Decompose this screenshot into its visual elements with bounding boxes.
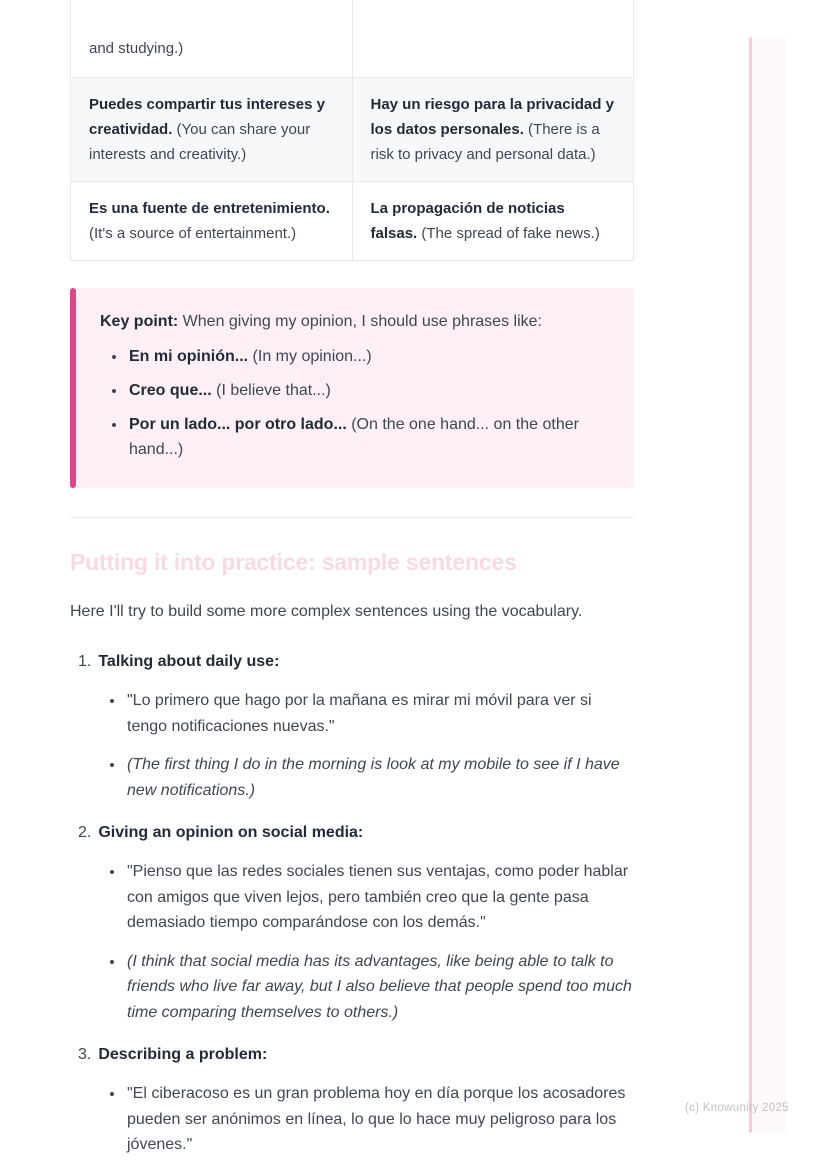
- sample-bullet-list: [78, 688, 634, 803]
- item-number: 2.: [78, 824, 92, 841]
- sample-sentences-list: [70, 649, 634, 1158]
- table-cell-right: [352, 0, 634, 78]
- sample-bullet-list: [78, 1081, 634, 1158]
- callout-lead-text: When giving my opinion, I should use phrases like:: [178, 313, 542, 330]
- sample-title: [78, 649, 634, 674]
- spanish-sentence: • "Pienso que las redes sociales tienen sus ventajas, como poder hablar con amigos que viven lejos, pero también creo que la gente pasa demasiado tiempo comparándose con los demás.": [125, 859, 634, 936]
- cell-text-bold: Es una fuente de entretenimiento.: [89, 200, 330, 217]
- section-divider: [70, 517, 634, 518]
- table-row: [71, 0, 634, 78]
- item-number: 1.: [78, 653, 92, 670]
- item-title-text: Talking about daily use:: [98, 653, 280, 670]
- watermark: (c) Knowunity 2025: [685, 1102, 789, 1114]
- callout-lead: [100, 309, 606, 334]
- document-content: [70, 0, 634, 1171]
- item-title-text: Describing a problem:: [98, 1046, 268, 1063]
- sample-title: [78, 820, 634, 845]
- phrase-translation: (In my opinion...): [248, 348, 372, 365]
- phrase-spanish: Por un lado... por otro lado...: [129, 416, 347, 433]
- pros-cons-table: [70, 0, 634, 261]
- cell-text-bold: La propagación de noticias falsas.: [370, 200, 565, 242]
- cell-text: and studying.): [89, 40, 184, 57]
- phrase-translation: (On the one hand... on the other hand...): [129, 416, 579, 458]
- cell-text-bold: Puedes compartir tus intereses y creatividad.: [89, 96, 325, 138]
- spanish-sentence: • "Lo primero que hago por la mañana es mirar mi móvil para ver si tengo notificaciones nuevas.": [125, 688, 634, 739]
- phrase-spanish: En mi opinión...: [129, 348, 249, 365]
- phrase-spanish: Creo que...: [129, 382, 212, 399]
- phrase-translation: (I believe that...): [211, 382, 331, 399]
- sample-item: [78, 820, 634, 1025]
- table-cell-left: [71, 0, 353, 78]
- table-cell-right: [352, 182, 634, 261]
- cell-text: (The spread of fake news.): [417, 225, 600, 242]
- callout-accent-bar: [70, 288, 76, 488]
- callout-lead-bold: Key point:: [100, 313, 179, 330]
- page-edge-tint: [751, 37, 787, 1133]
- section-heading: Putting it into practice: sample sentences: [70, 549, 517, 575]
- english-translation: • (I think that social media has its advantages, like being able to talk to friends who live far away, but I also believe that people spend too much time comparing themselves to others.): [125, 949, 634, 1026]
- callout-phrase: [127, 378, 606, 403]
- table-cell-right: [352, 78, 634, 182]
- table-cell-left: [71, 182, 353, 261]
- callout-phrase: [127, 344, 606, 369]
- callout-phrase: [127, 412, 606, 462]
- cell-text: (There is a risk to privacy and personal data.): [370, 121, 600, 163]
- key-point-callout: [70, 288, 634, 488]
- cell-text-bold: Hay un riesgo para la privacidad y los datos personales.: [370, 96, 614, 138]
- english-translation: • (The first thing I do in the morning is look at my mobile to see if I have new notifications.): [125, 752, 634, 803]
- sample-item: [78, 1042, 634, 1158]
- item-title-text: Giving an opinion on social media:: [98, 824, 364, 841]
- sample-bullet-list: [78, 859, 634, 1025]
- sample-item: [78, 649, 634, 803]
- table-row: [71, 182, 634, 261]
- page-edge-line: [749, 37, 752, 1133]
- cell-text: (You can share your interests and creativity.): [89, 121, 311, 163]
- sample-title: [78, 1042, 634, 1067]
- callout-phrase-list: [100, 344, 606, 462]
- cell-text: (It's a source of entertainment.): [89, 225, 297, 242]
- spanish-sentence: • "El ciberacoso es un gran problema hoy en día porque los acosadores pueden ser anónimos en línea, lo que lo hace muy peligroso para los jóvenes.": [125, 1081, 634, 1158]
- table-row: [71, 78, 634, 182]
- intro-paragraph: Here I'll try to build some more complex sentences using the vocabulary.: [70, 603, 583, 620]
- table-cell-left: [71, 78, 353, 182]
- item-number: 3.: [78, 1046, 92, 1063]
